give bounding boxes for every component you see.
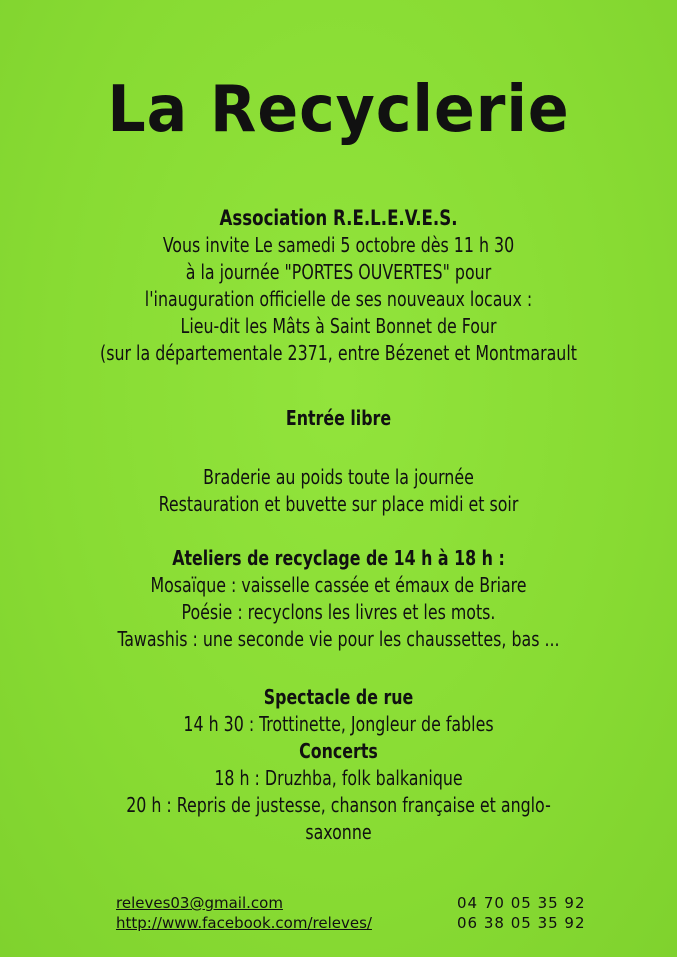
email-link[interactable]: releves03@gmail.com	[116, 894, 283, 912]
flyer-title: La Recyclerie	[107, 73, 570, 147]
ateliers-block	[0, 545, 677, 653]
phone-number: 06 38 05 35 92	[457, 914, 586, 932]
ateliers-heading: Ateliers de recyclage de 14 h à 18 h :	[172, 546, 505, 570]
spectacle-heading: Spectacle de rue	[263, 685, 414, 709]
concert-item: 20 h : Repris de justesse, chanson française et anglo-	[126, 793, 551, 817]
contact-links	[116, 893, 372, 933]
concert-item: saxonne	[305, 820, 372, 844]
contact-phones	[457, 893, 586, 933]
atelier-item: Tawashis : une seconde vie pour les chaussettes, bas ...	[117, 627, 560, 651]
association-name: Association R.E.L.E.V.E.S.	[219, 206, 458, 230]
atelier-item: Mosaïque : vaisselle cassée et émaux de Briare	[150, 573, 527, 597]
invitation-line: Vous invite Le samedi 5 octobre dès 11 h 30	[162, 233, 515, 257]
concerts-heading: Concerts	[299, 739, 378, 763]
braderie-block	[0, 464, 677, 518]
entree-block	[0, 405, 677, 432]
spectacle-item: 14 h 30 : Trottinette, Jongleur de fables	[183, 712, 494, 736]
invitation-line: à la journée "PORTES OUVERTES" pour	[185, 260, 492, 284]
invitation-line: l'inauguration officielle de ses nouveaux locaux :	[144, 287, 533, 311]
entree-libre: Entrée libre	[285, 406, 392, 430]
invitation-block	[0, 205, 677, 367]
invitation-line: (sur la départementale 2371, entre Bézenet et Montmarault	[100, 341, 577, 365]
spectacle-block	[0, 684, 677, 846]
concert-item: 18 h : Druzhba, folk balkanique	[214, 766, 463, 790]
atelier-item: Poésie : recyclons les livres et les mots.	[181, 600, 496, 624]
braderie-line: Braderie au poids toute la journée	[203, 465, 474, 489]
phone-number: 04 70 05 35 92	[457, 894, 586, 912]
facebook-link[interactable]: http://www.facebook.com/releves/	[116, 914, 372, 932]
invitation-line: Lieu-dit les Mâts à Saint Bonnet de Four	[180, 314, 497, 338]
restauration-line: Restauration et buvette sur place midi et soir	[158, 492, 519, 516]
